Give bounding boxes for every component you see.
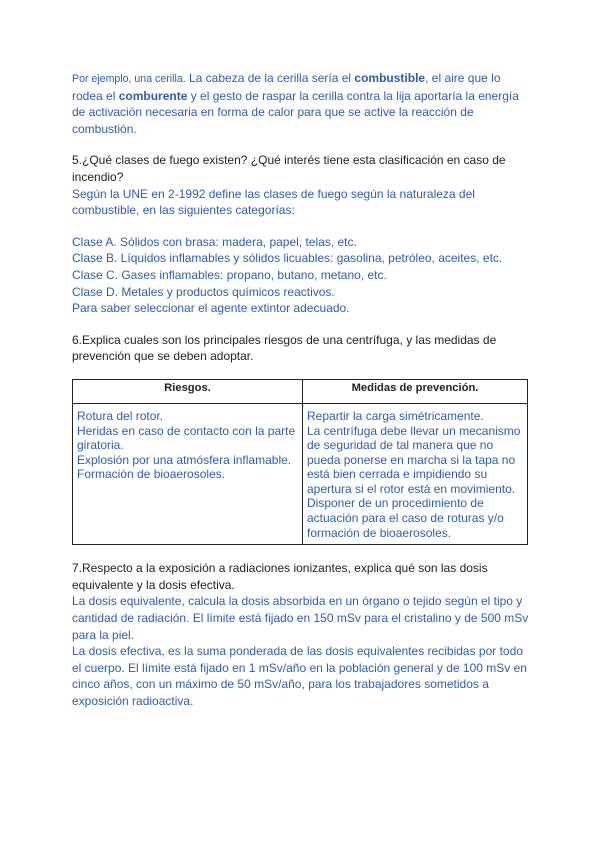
intro-paragraph — [72, 70, 530, 137]
q7-question: 7.Respecto a la exposición a radiaciones ionizantes, explica qué son las dosis equivalente y la dosis efectiva. — [72, 561, 488, 592]
q7-answer-equivalent: La dosis equivalente, calcula la dosis absorbida en un órgano o tejido según el tipo y cantidad de radiación. El límite está fijado en 150 mSv para el cristalino y de 500 mSv para la piel. — [72, 594, 529, 642]
table-row — [73, 403, 528, 544]
measure-item: La centrífuga debe llevar un mecanismo de seguridad de tal manera que no pueda ponerse en marcha si la tapa no está bien cerrada e impidiendo su apertura si el rotor está en movimiento. — [307, 423, 521, 496]
intro-text-2: , el aire que lo rodea el — [72, 71, 501, 103]
q6-question: 6.Explica cuales son los principales riesgos de una centrífuga, y las medidas de prevención que se deben adoptar. — [72, 332, 497, 364]
q5-answer: Según la UNE en 2-1992 define las clases de fuego según la naturaleza del combustible, en las siguientes categorías: — [72, 186, 475, 218]
measure-item: Disponer de un procedimiento de actuación para el caso de roturas y/o formación de bioaerosoles. — [307, 496, 504, 540]
risk-item: Rotura del rotor. — [77, 408, 164, 423]
q7-answer-effective: La dosis efectiva, es la suma ponderada de las dosis equivalentes recibidas por todo el cuerpo. El límite está fijado en 1 mSv/año en la población general y de 100 mSv en cinco años, con un máximo de 50 mSv/año, para los trabajadores sometidos a exposición radioactiva. — [72, 644, 527, 708]
table-header-row — [73, 379, 528, 403]
measures-cell — [303, 403, 528, 544]
header-measures: Medidas de prevención. — [303, 379, 528, 403]
class-b: Clase B. Líquidos inflamables y sólidos licuables: gasolina, petróleo, aceites, etc. — [72, 251, 503, 266]
q5-class-list — [72, 234, 530, 317]
risk-item: Heridas en caso de contacto con la parte giratoria. — [77, 423, 296, 453]
header-risks: Riesgos. — [73, 379, 303, 403]
intro-bold-combustible: combustible — [354, 71, 426, 85]
intro-text-1: La cabeza de la cerilla sería el — [185, 71, 355, 85]
risk-item: Explosión por una atmósfera inflamable. — [77, 452, 292, 467]
intro-bold-comburente: comburente — [118, 88, 188, 103]
class-a: Clase A. Sólidos con brasa: madera, papel, telas, etc. — [72, 234, 357, 249]
risk-table — [72, 379, 528, 545]
intro-example: Por ejemplo, una cerilla. — [72, 73, 186, 85]
q5-question: 5.¿Qué clases de fuego existen? ¿Qué interés tiene esta clasificación en caso de incendio? — [72, 153, 506, 184]
class-d: Clase D. Metales y productos químicos reactivos. — [72, 284, 335, 299]
document-content — [72, 70, 530, 710]
class-purpose: Para saber seleccionar el agente extintor adecuado. — [72, 301, 350, 316]
intro-text-3: y el gesto de raspar la cerilla contra la lija aportaría la energía de activación necesaria en forma de calor para que se active la reacción de combustión. — [72, 88, 519, 136]
measure-item: Repartir la carga simétricamente. — [307, 408, 484, 423]
risk-item: Formación de bioaerosoles. — [77, 467, 226, 482]
risks-cell — [73, 403, 303, 544]
class-c: Clase C. Gases inflamables: propano, butano, metano, etc. — [72, 267, 387, 282]
